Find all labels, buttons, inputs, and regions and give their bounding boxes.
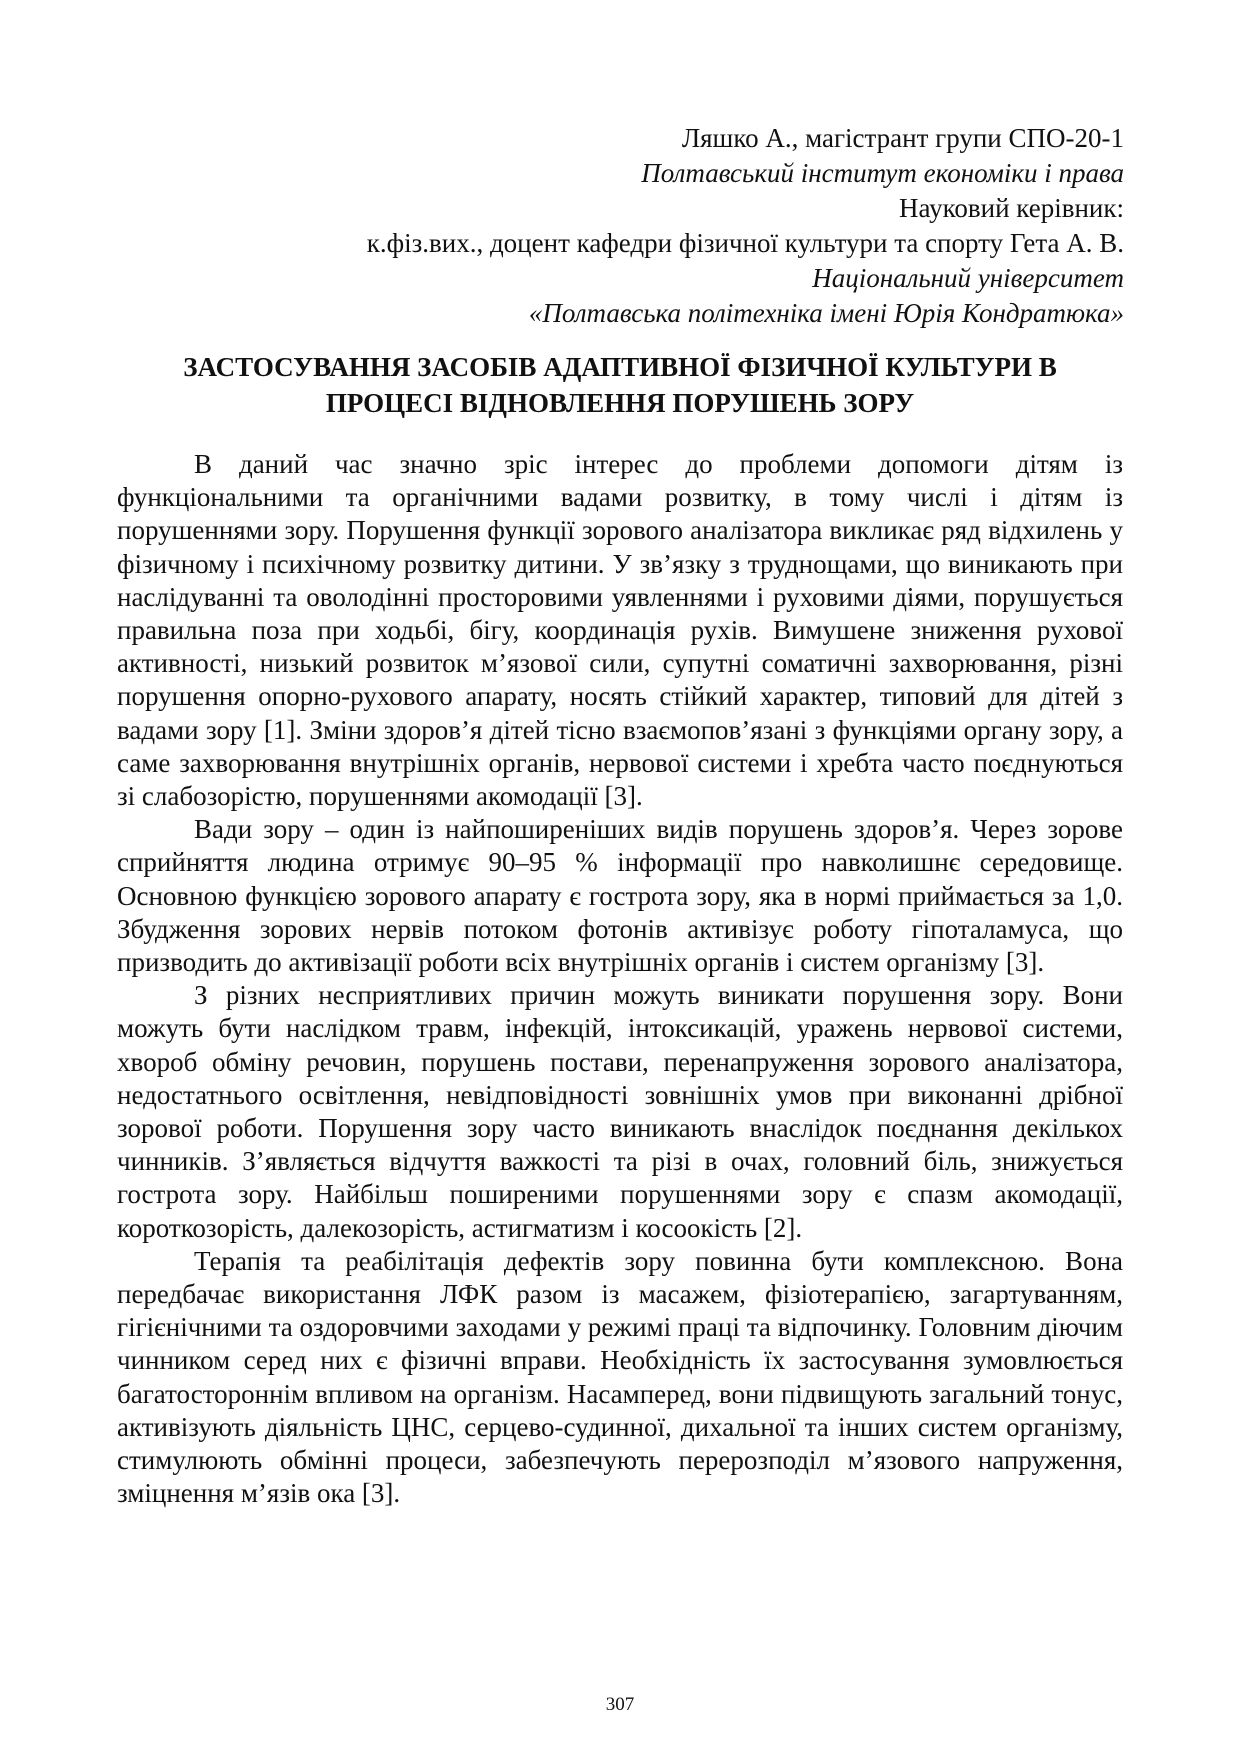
paragraph-4: Терапія та реабілітація дефектів зору повинна бути комплексною. Вона передбачає використання ЛФК разом із масажем, фізіотерапією, загартуванням, гігієнічними та оздоровчими заходами у режимі праці та відпочинку. Головним діючим чинником серед них є фізичні вправи. Необхідність їх застосування зумовлюється багатостороннім впливом на організм. Насамперед, вони підвищують загальний тонус, активізують діяльність ЦНС, серцево-судинної, дихальної та інших систем організму, стимулюють обмінні процеси, забезпечують перерозподіл м’язового напруження, зміцнення м’язів ока [3]. [117,1245,1123,1509]
author-name: Ляшко А., магістрант групи СПО-20-1 [681,123,1124,153]
title-line-2: ПРОЦЕСІ ВІДНОВЛЕННЯ ПОРУШЕНЬ ЗОРУ [325,388,915,418]
title-line-1: ЗАСТОСУВАННЯ ЗАСОБІВ АДАПТИВНОЇ ФІЗИЧНОЇ КУЛЬТУРИ В [183,352,1057,382]
paragraph-1: В даний час значно зріс інтерес до проблеми допомоги дітям із функціональними та органічними вадами розвитку, в тому числі і дітям із порушеннями зору. Порушення функції зорового аналізатора викликає ряд відхилень у фізичному і психічному розвитку дитини. У зв’язку з труднощами, що виникають при наслідуванні та оволодінні просторовими уявленнями і руховими діями, порушується правильна поза при ходьбі, бігу, координація рухів. Вимушене зниження рухової активності, низький розвиток м’язової сили, супутні соматичні захворювання, різні порушення опорно-рухового апарату, носять стійкий характер, типовий для дітей з вадами зору [1]. Зміни здоров’я дітей тісно взаємопов’язані з функціями органу зору, а саме захворювання внутрішніх органів, нервової системи і хребта часто поєднуються зі слабозорістю, порушеннями акомодації [3]. [117,449,1123,812]
article-body [117,448,1123,1511]
supervisor-label: Науковий керівник: [899,193,1124,223]
university-line-2: «Полтавська політехніка імені Юрія Кондратюка» [528,298,1124,328]
article-title [117,349,1123,421]
paragraph-2: Вади зору – один із найпоширеніших видів порушень здоров’я. Через зорове сприйняття людина отримує 90–95 % інформації про навколишнє середовище. Основною функцією зорового апарату є гострота зору, яка в нормі приймається за 1,0. Збудження зорових нервів потоком фотонів активізує роботу гіпоталамуса, що призводить до активізації роботи всіх внутрішніх органів і систем організму [3]. [117,814,1123,978]
page-number: 307 [605,1694,635,1715]
author-block [200,121,1124,331]
supervisor-name: к.фіз.вих., доцент кафедри фізичної культури та спорту Гета А. В. [366,228,1124,258]
author-institution: Полтавський інститут економіки і права [641,158,1124,188]
university-line-1: Національний університет [812,263,1124,293]
paragraph-3: З різних несприятливих причин можуть виникати порушення зору. Вони можуть бути наслідком травм, інфекцій, інтоксикацій, уражень нервової системи, хвороб обміну речовин, порушень постави, перенапруження зорового аналізатора, недостатнього освітлення, невідповідності зовнішніх умов при виконанні дрібної зорової роботи. Порушення зору часто виникають внаслідок поєднання декількох чинників. З’являється відчуття важкості та різі в очах, головний біль, знижується гострота зору. Найбільш поширеними порушеннями зору є спазм акомодації, короткозорість, далекозорість, астигматизм і косоокість [2]. [117,980,1123,1243]
